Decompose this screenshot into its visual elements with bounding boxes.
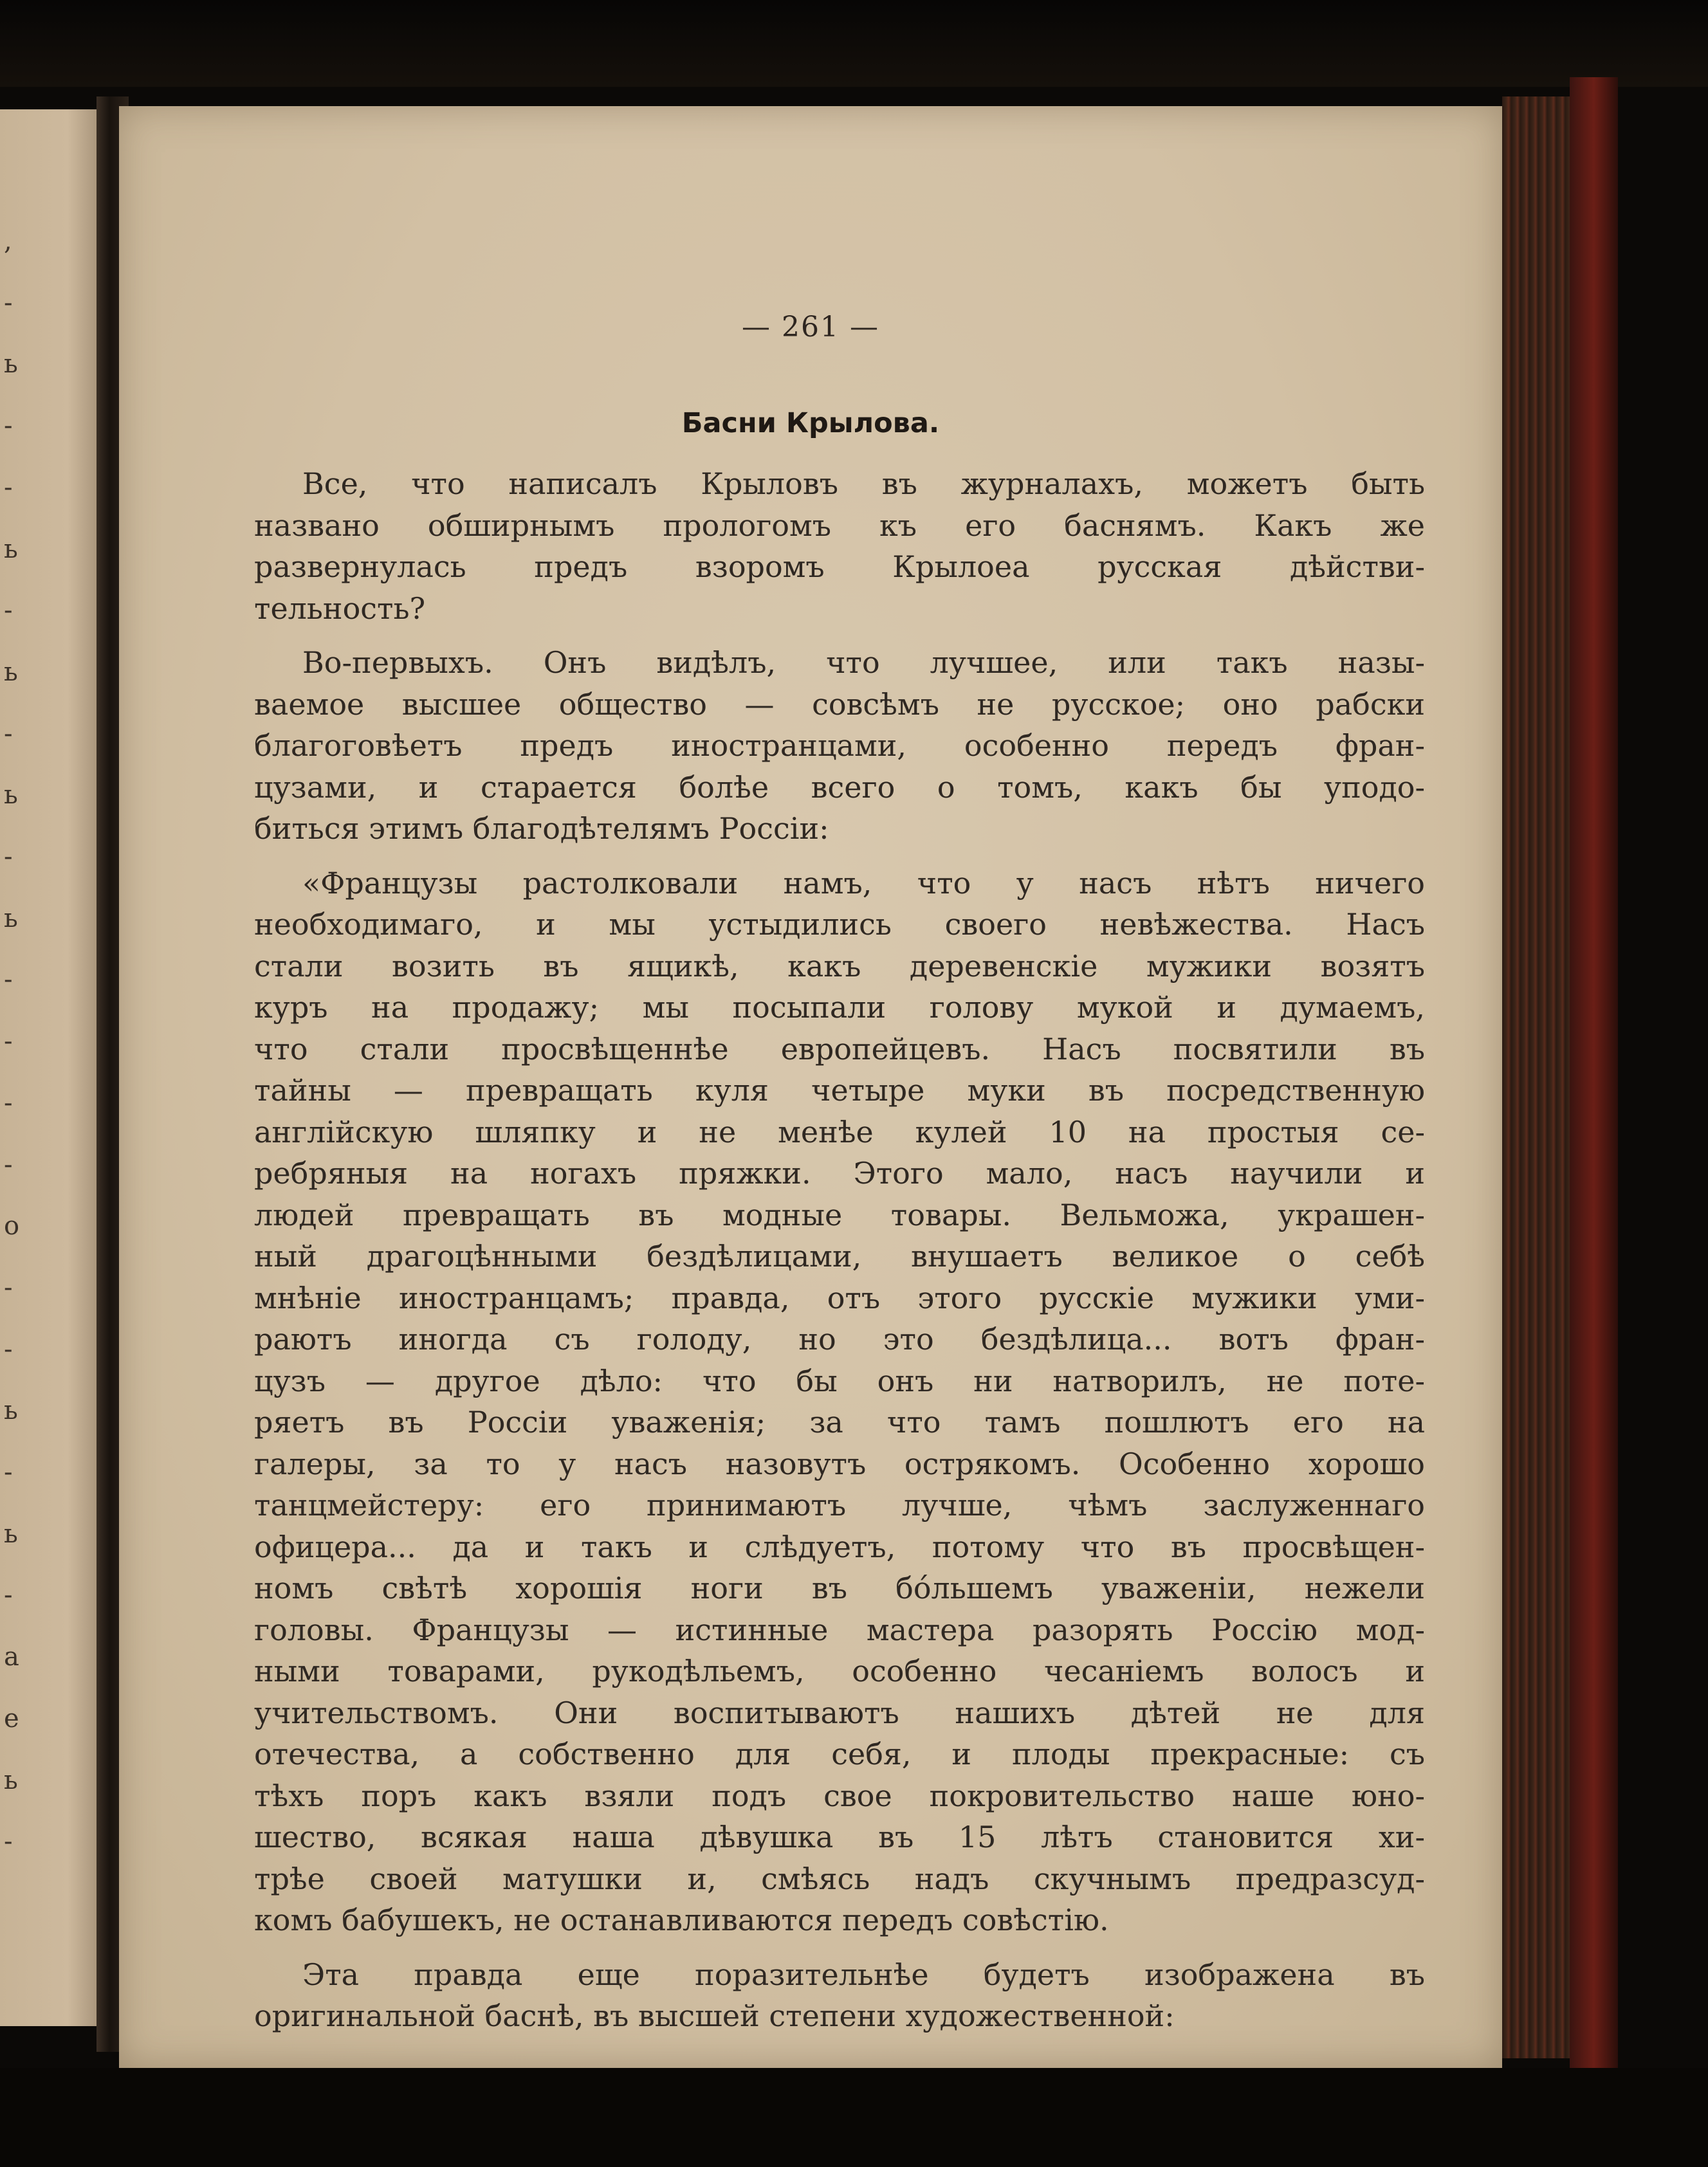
left-page-fragment: - [4, 1458, 13, 1487]
left-page-fragment: - [4, 965, 13, 995]
left-page-fragment: - [4, 1088, 13, 1118]
body-text [254, 463, 1425, 2037]
paragraph [254, 863, 1425, 1941]
paragraph [254, 1954, 1425, 2037]
text-line: названо обширнымъ прологомъ къ его баснямъ. Какъ же [254, 507, 1425, 543]
left-page-fragment: - [4, 718, 13, 749]
text-line: стали возить въ ящикѣ, какъ деревенскіе мужики возятъ [254, 948, 1425, 983]
left-facing-page [0, 109, 113, 2026]
left-page-fragment: ь [4, 1519, 18, 1549]
text-line: цузами, и старается болѣе всего о томъ, какъ бы уподо- [254, 769, 1425, 805]
text-line: Во-первыхъ. Онъ видѣлъ, что лучшее, или такъ назы- [302, 645, 1425, 680]
right-page [119, 106, 1502, 2068]
left-page-fragment: - [4, 1580, 13, 1611]
text-line: тельность? [254, 590, 426, 626]
paragraph [254, 642, 1425, 850]
text-line: ряетъ въ Россіи уваженія; за что тамъ пошлютъ его на [254, 1405, 1425, 1440]
left-page-fragment: е [4, 1703, 19, 1733]
text-line: офицера... да и такъ и слѣдуетъ, потому что въ просвѣщен- [254, 1529, 1425, 1564]
text-line: развернулась предъ взоромъ Крылоеа русская дѣйстви- [254, 549, 1425, 584]
left-page-fragment: - [4, 842, 13, 872]
paragraph-gap [254, 1941, 1425, 1954]
text-line: номъ свѣтѣ хорошія ноги въ бо́льшемъ уваженіи, нежели [254, 1571, 1425, 1605]
text-line: «Французы растолковали намъ, что у насъ нѣтъ ничего [302, 865, 1425, 901]
page-number-header [119, 311, 1502, 343]
left-page-fragment: а [4, 1642, 19, 1672]
left-page-fragment: - [4, 1272, 13, 1303]
left-page-fragment: - [4, 411, 13, 441]
text-line: головы. Французы — истинные мастера разорять Россію мод- [254, 1612, 1425, 1647]
left-page-fragment: - [4, 472, 13, 502]
page-number: 261 [782, 311, 840, 343]
text-line: Эта правда еще поразительнѣе будетъ изображена въ [302, 1957, 1425, 1992]
text-line: учительствомъ. Они воспитываютъ нашихъ дѣтей не для [254, 1695, 1425, 1730]
text-line: тѣхъ поръ какъ взяли подъ свое покровительство наше юно- [254, 1778, 1425, 1813]
text-line: необходимаго, и мы устыдились своего невѣжества. Насъ [254, 907, 1425, 942]
left-page-fragment: - [4, 1027, 13, 1057]
page-stack-edge [1502, 96, 1576, 2058]
left-page-fragment: - [4, 1149, 13, 1180]
page-number-dash-right: — [849, 311, 879, 343]
text-line: раютъ иногда съ голоду, но это бездѣлица... вотъ фран- [254, 1322, 1425, 1357]
left-page-fragment: ь [4, 349, 18, 379]
left-page-fragment: ь [4, 1765, 18, 1795]
paragraph [254, 463, 1425, 629]
background-bottom [0, 2068, 1708, 2167]
left-page-text-fragments [0, 109, 113, 2026]
text-line: галеры, за то у насъ назовутъ острякомъ. Особенно хорошо [254, 1446, 1425, 1481]
left-page-fragment: - [4, 1334, 13, 1364]
left-page-fragment: ь [4, 903, 18, 933]
left-page-fragment: ь [4, 1396, 18, 1426]
left-page-fragment: о [4, 1211, 20, 1241]
paragraph-gap [254, 629, 1425, 642]
text-line: трѣе своей матушки и, смѣясь надъ скучнымъ предразсуд- [254, 1861, 1425, 1896]
text-line: отечества, а собственно для себя, и плоды прекрасные: съ [254, 1737, 1425, 1771]
text-line: танцмейстеру: его принимаютъ лучше, чѣмъ заслуженнаго [254, 1488, 1425, 1522]
text-line: шество, всякая наша дѣвушка въ 15 лѣтъ становится хи- [254, 1820, 1425, 1854]
book-cover-edge [1570, 77, 1618, 2071]
text-line: ваемое высшее общество — совсѣмъ не русское; оно рабски [254, 686, 1425, 722]
left-page-fragment: ь [4, 657, 18, 687]
text-line: цузъ — другое дѣло: что бы онъ ни натворилъ, не поте- [254, 1363, 1425, 1398]
text-line: благоговѣетъ предъ иностранцами, особенно передъ фран- [254, 728, 1425, 763]
text-line: Все, что написалъ Крыловъ въ журналахъ, можетъ быть [302, 466, 1425, 501]
left-page-fragment: - [4, 596, 13, 626]
left-page-fragment: ь [4, 534, 18, 564]
text-line: ными товарами, рукодѣльемъ, особенно чесаніемъ волосъ и [254, 1654, 1425, 1688]
chapter-title: Басни Крылова. [681, 407, 940, 439]
text-line: мнѣніе иностранцамъ; правда, отъ этого русскіе мужики уми- [254, 1280, 1425, 1315]
text-line: ный драгоцѣнными бездѣлицами, внушаетъ великое о себѣ [254, 1239, 1425, 1274]
paragraph-gap [254, 850, 1425, 863]
text-line: что стали просвѣщеннѣе европейцевъ. Насъ посвятили въ [254, 1031, 1425, 1066]
left-page-fragment: , [4, 226, 12, 256]
background-top [0, 0, 1708, 87]
text-line: куръ на продажу; мы посыпали голову мукой и думаемъ, [254, 990, 1425, 1025]
text-line: людей превращать въ модные товары. Вельможа, украшен- [254, 1197, 1425, 1232]
text-line: оригинальной баснѣ, въ высшей степени художественной: [254, 1998, 1175, 2033]
text-line: ребряныя на ногахъ пряжки. Этого мало, насъ научили и [254, 1156, 1425, 1191]
text-line: тайны — превращать куля четыре муки въ посредственную [254, 1073, 1425, 1108]
page-number-dash-left: — [742, 311, 771, 343]
text-line: комъ бабушекъ, не останавливаются передъ совѣстію. [254, 1903, 1109, 1937]
text-line: биться этимъ благодѣтелямъ Россіи: [254, 811, 829, 846]
left-page-fragment: - [4, 288, 13, 318]
text-line: англійскую шляпку и не менѣе кулей 10 на простыя се- [254, 1114, 1425, 1149]
left-page-fragment: - [4, 1827, 13, 1857]
left-page-fragment: ь [4, 780, 18, 810]
